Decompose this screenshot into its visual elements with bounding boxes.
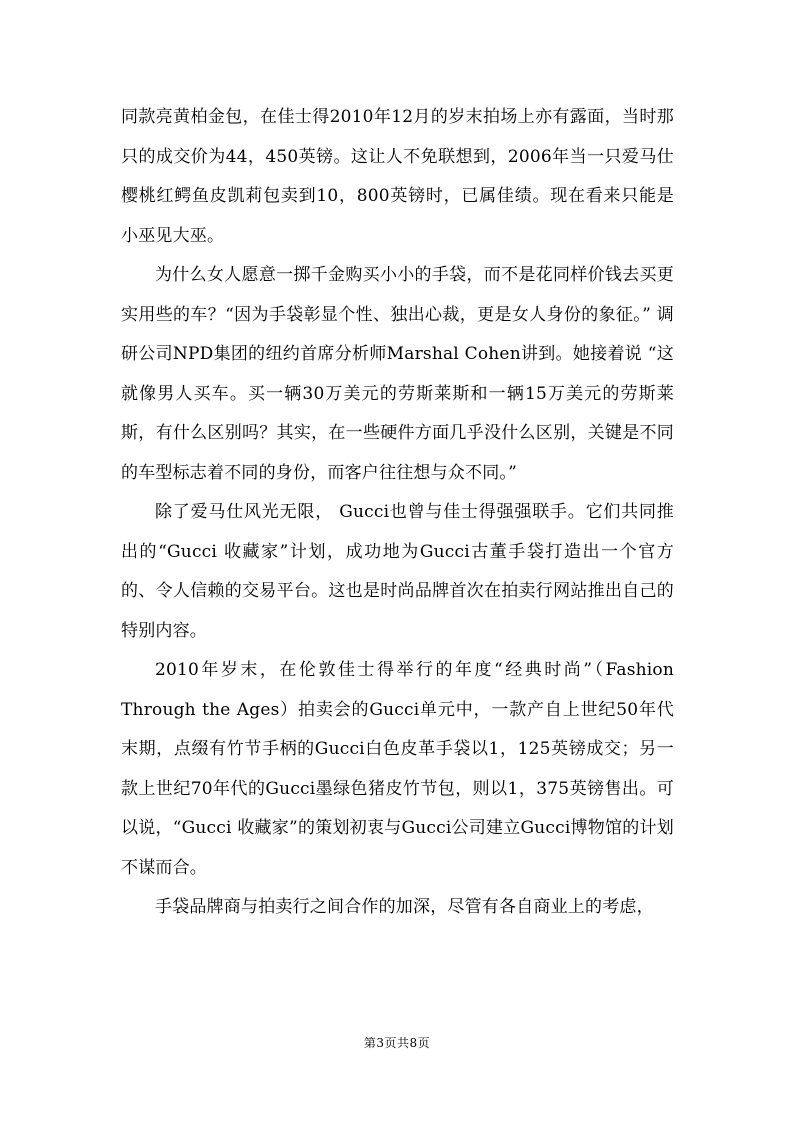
page-number-label: 第3页共8页 [363, 1036, 431, 1050]
document-body [121, 98, 674, 928]
paragraph-1: 同款亮黄柏金包，在佳士得2010年12月的岁末拍场上亦有露面，当时那只的成交价为44，450英镑。这让人不免联想到，2006年当一只爱马仕樱桃红鳄鱼皮凯莉包卖到10，800英镑时，已属佳绩。现在看来只能是小巫见大巫。 [121, 107, 674, 246]
paragraph-4: 2010年岁末，在伦敦佳士得举行的年度“经典时尚”（Fashion Through the Ages）拍卖会的Gucci单元中，一款产自上世纪50年代末期，点缀有竹节手柄的Gucci白色皮革手袋以1，125英镑成交；另一款上世纪70年代的Gucci墨绿色猪皮竹节包，则以1，375英镑售出。可以说，“Gucci 收藏家”的策划初衷与Gucci公司建立Gucci博物馆的计划不谋而合。 [121, 660, 674, 878]
page-footer [0, 1035, 794, 1051]
paragraph-5: 手袋品牌商与拍卖行之间合作的加深，尽管有各自商业上的考虑， [155, 897, 654, 917]
paragraph-3: 除了爱马仕风光无限， Gucci也曾与佳士得强强联手。它们共同推出的“Gucci 收藏家”计划，成功地为Gucci古董手袋打造出一个官方的、令人信赖的交易平台。这也是时尚品牌首次在拍卖行网站推出自己的特别内容。 [121, 502, 674, 641]
paragraph-2: 为什么女人愿意一掷千金购买小小的手袋，而不是花同样价钱去买更实用些的车？“因为手袋彰显个性、独出心裁，更是女人身份的象征。” 调研公司NPD集团的纽约首席分析师Marshal Cohen讲到。她接着说 “这就像男人买车。买一辆30万美元的劳斯莱斯和一辆15万美元的劳斯莱斯，有什么区别吗？其实，在一些硬件方面几乎没什么区别，关键是不同的车型标志着不同的身份，而客户往往想与众不同。” [121, 265, 674, 483]
